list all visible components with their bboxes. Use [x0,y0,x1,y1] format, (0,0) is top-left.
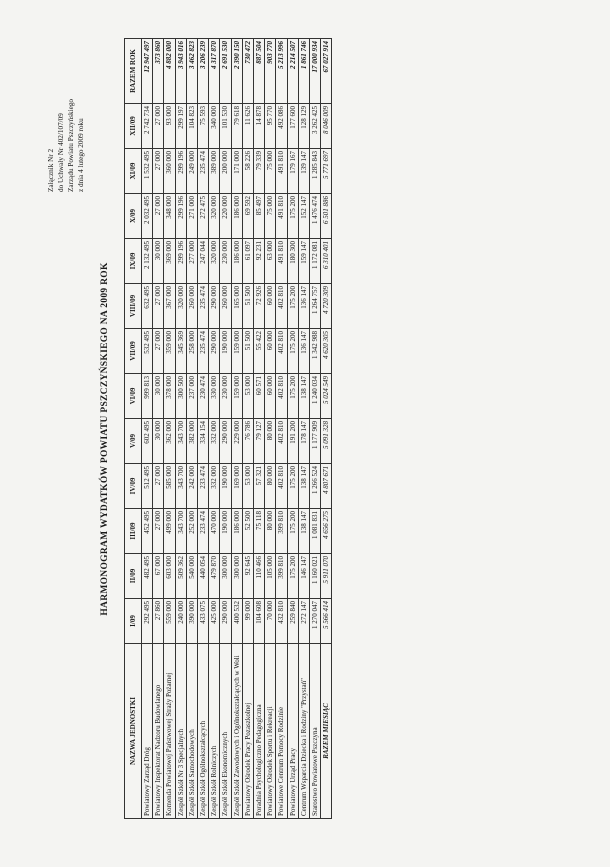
month-value: 230 474 [198,374,209,419]
month-value: 235 474 [198,284,209,329]
month-value: 110 466 [254,554,265,599]
month-value: 169 000 [231,464,242,509]
attachment-header [46,32,86,192]
month-value: 332 000 [209,419,220,464]
table-row [175,39,186,819]
month-value: 229 000 [231,419,242,464]
column-header-month: XII/09 [125,104,142,149]
month-value: 320 000 [209,239,220,284]
month-value: 80 000 [265,419,276,464]
month-value: 240 000 [175,599,186,644]
month-value: 340 000 [209,104,220,149]
month-value: 128 129 [298,104,309,149]
month-value: 60 000 [265,284,276,329]
month-value: 171 000 [231,149,242,194]
header-line: Załącznik Nr 2 [47,148,55,192]
document-title: HARMONOGRAM WYDATKÓW POWIATU PSZCZYŃSKIEGO NA 2009 ROK [100,262,110,616]
month-value: 233 474 [198,464,209,509]
table-row [265,39,276,819]
column-header-month: VI/09 [125,374,142,419]
month-value: 300 000 [220,554,231,599]
month-value: 6 501 886 [321,194,332,239]
month-value: 52 500 [242,509,253,554]
month-value: 72 926 [254,284,265,329]
column-header-total: RAZEM ROK [125,39,142,104]
month-value: 4 620 305 [321,329,332,374]
month-value: 27 000 [153,329,164,374]
sum-label: RAZEM MIESIĄC [321,644,332,819]
month-value: 343 700 [175,464,186,509]
month-value: 399 810 [276,554,287,599]
unit-name: Powiatowy Inspektorat Nadzoru Budowlanego [153,644,164,819]
month-value: 136 147 [298,284,309,329]
month-value: 491 810 [276,239,287,284]
unit-name: Zespół Szkół Ekonomicznych [220,644,231,819]
month-value: 27 000 [153,194,164,239]
month-value: 433 075 [198,599,209,644]
table-row [220,39,231,819]
column-header-month: II/09 [125,554,142,599]
month-value: 11 626 [242,104,253,149]
month-value: 1 264 757 [310,284,321,329]
unit-name: Powiatowe Centrum Pomocy Rodzinie [276,644,287,819]
table-row [153,39,164,819]
month-value: 8 046 009 [321,104,332,149]
month-value: 138 147 [298,374,309,419]
month-value: 509 362 [175,554,186,599]
column-header-month: IV/09 [125,464,142,509]
month-value: 6 310 401 [321,239,332,284]
month-value: 51 500 [242,329,253,374]
month-value: 27 860 [153,599,164,644]
month-value: 165 000 [231,284,242,329]
month-value: 332 000 [209,464,220,509]
month-value: 1 342 988 [310,329,321,374]
table-row [287,39,298,819]
unit-name: Starostwo Powiatowe Pszczyna [310,644,321,819]
month-value: 138 147 [298,509,309,554]
sum-row [321,39,332,819]
table-row [164,39,175,819]
month-value: 5 024 549 [321,374,332,419]
month-value: 602 495 [142,419,153,464]
month-value: 186 000 [231,509,242,554]
expenditure-schedule-table [124,38,332,819]
month-value: 75 000 [265,194,276,239]
month-value: 512 495 [142,464,153,509]
year-total: 4 317 870 [209,39,220,104]
month-value: 14 878 [254,104,265,149]
month-value: 1 270 047 [310,599,321,644]
column-header-month: VII/09 [125,329,142,374]
month-value: 159 000 [231,374,242,419]
unit-name: Powiatowy Ośrodek Sportu i Rekreacji [265,644,276,819]
month-value: 190 000 [220,464,231,509]
year-total: 2 390 150 [231,39,242,104]
month-value: 180 300 [287,239,298,284]
month-value: 63 000 [265,239,276,284]
month-value: 425 000 [209,599,220,644]
column-header-month: III/09 [125,509,142,554]
month-value: 492 086 [276,104,287,149]
month-value: 5 771 697 [321,149,332,194]
month-value: 1 177 909 [310,419,321,464]
unit-name: Zespół Szkół Ogólnokształcących [198,644,209,819]
table-header-row [125,39,142,819]
month-value: 249 000 [186,149,197,194]
month-value: 175 200 [287,284,298,329]
month-value: 452 495 [142,509,153,554]
table-row [186,39,197,819]
month-value: 999 813 [142,374,153,419]
table-row [310,39,321,819]
month-value: 67 000 [153,554,164,599]
month-value: 300 000 [231,554,242,599]
month-value: 92 645 [242,554,253,599]
month-value: 299 197 [175,104,186,149]
month-value: 360 000 [164,149,175,194]
month-value: 235 474 [198,149,209,194]
month-value: 290 000 [220,599,231,644]
month-value: 104 823 [186,104,197,149]
month-value: 3 262 425 [310,104,321,149]
month-value: 272 475 [198,194,209,239]
month-value: 53 000 [242,464,253,509]
month-value: 470 000 [209,509,220,554]
month-value: 1 532 495 [142,149,153,194]
month-value: 479 870 [209,554,220,599]
month-value: 2 742 734 [142,104,153,149]
month-value: 27 000 [153,509,164,554]
month-value: 258 000 [186,329,197,374]
month-value: 260 000 [220,284,231,329]
month-value: 299 196 [175,149,186,194]
month-value: 259 840 [287,599,298,644]
year-total: 1 861 746 [298,39,309,104]
year-total: 3 206 239 [198,39,209,104]
month-value: 175 200 [287,194,298,239]
month-value: 440 054 [198,554,209,599]
month-value: 95 770 [265,104,276,149]
month-value: 1 172 081 [310,239,321,284]
month-value: 1 160 021 [310,554,321,599]
table-row [142,39,153,819]
month-value: 359 000 [164,329,175,374]
month-value: 290 000 [209,329,220,374]
month-value: 93 000 [164,104,175,149]
column-header-month: IX/09 [125,239,142,284]
month-value: 27 000 [153,464,164,509]
year-total: 3 462 823 [186,39,197,104]
month-value: 79 339 [254,149,265,194]
month-value: 247 044 [198,239,209,284]
month-value: 1 240 034 [310,374,321,419]
month-value: 367 000 [164,284,175,329]
month-value: 60 000 [265,329,276,374]
unit-name: Zespół Szkół Zawodowych i Ogólnokształcących w Woli [231,644,242,819]
month-value: 292 495 [142,599,153,644]
month-value: 99 000 [242,599,253,644]
month-value: 152 147 [298,194,309,239]
unit-name: Zespół Szkół Nr 3 Specjalnych [175,644,186,819]
month-value: 399 810 [276,509,287,554]
column-header-name: NAZWA JEDNOSTKI [125,644,142,819]
column-header-month: V/09 [125,419,142,464]
table-row [254,39,265,819]
month-value: 177 600 [287,104,298,149]
month-value: 277 000 [186,239,197,284]
unit-name: Powiatowy Ośrodek Pracy Pozaszkolnej [242,644,253,819]
month-value: 230 000 [220,239,231,284]
column-header-month: VIII/09 [125,284,142,329]
month-value: 378 000 [164,374,175,419]
month-value: 632 495 [142,284,153,329]
month-value: 369 000 [164,239,175,284]
month-value: 532 495 [142,329,153,374]
month-value: 61 097 [242,239,253,284]
month-value: 58 226 [242,149,253,194]
month-value: 85 497 [254,194,265,239]
year-total: 903 770 [265,39,276,104]
month-value: 200 000 [220,149,231,194]
year-total: 12 947 497 [142,39,153,104]
month-value: 1 081 831 [310,509,321,554]
month-value: 136 147 [298,329,309,374]
year-total: 2 214 507 [287,39,298,104]
month-value: 105 000 [265,554,276,599]
month-value: 80 000 [265,509,276,554]
month-value: 30 000 [153,374,164,419]
month-value: 175 200 [287,464,298,509]
unit-name: Komenda Powiatowej Państwowej Straży Pożarnej [164,644,175,819]
month-value: 482 495 [142,554,153,599]
month-value: 191 200 [287,419,298,464]
month-value: 186 000 [231,239,242,284]
table-row [298,39,309,819]
month-value: 348 000 [164,194,175,239]
unit-name: Powiatowy Urząd Pracy [287,644,298,819]
month-value: 299 196 [175,239,186,284]
table-row [242,39,253,819]
unit-name: Powiatowy Zarząd Dróg [142,644,153,819]
month-value: 104 608 [254,599,265,644]
month-value: 30 000 [153,239,164,284]
month-value: 540 000 [186,554,197,599]
month-value: 299 196 [175,194,186,239]
month-value: 4 807 671 [321,464,332,509]
month-value: 57 321 [254,464,265,509]
month-value: 27 000 [153,104,164,149]
month-value: 2 132 495 [142,239,153,284]
column-header-month: XI/09 [125,149,142,194]
month-value: 491 810 [276,194,287,239]
month-value: 4 656 275 [321,509,332,554]
month-value: 400 532 [231,599,242,644]
month-value: 402 810 [276,284,287,329]
year-total: 4 882 000 [164,39,175,104]
table-row [198,39,209,819]
month-value: 27 000 [153,284,164,329]
year-total: 730 472 [242,39,253,104]
unit-name: Zespół Szkół Samochodowych [186,644,197,819]
month-value: 186 000 [231,194,242,239]
month-value: 362 000 [164,419,175,464]
month-value: 252 000 [186,509,197,554]
month-value: 237 000 [186,374,197,419]
month-value: 5 911 070 [321,554,332,599]
month-value: 390 000 [186,599,197,644]
month-value: 70 000 [265,599,276,644]
month-value: 175 200 [287,509,298,554]
month-value: 343 700 [175,509,186,554]
month-value: 499 000 [164,509,175,554]
month-value: 402 810 [276,419,287,464]
month-value: 272 147 [298,599,309,644]
month-value: 55 422 [254,329,265,374]
month-value: 139 147 [298,149,309,194]
month-value: 559 000 [164,599,175,644]
year-total: 67 027 914 [321,39,332,104]
month-value: 75 118 [254,509,265,554]
unit-name: Zespół Szkół Rolniczych [209,644,220,819]
month-value: 491 810 [276,149,287,194]
month-value: 92 231 [254,239,265,284]
month-value: 1 266 524 [310,464,321,509]
month-value: 60 000 [265,374,276,419]
month-value: 330 000 [209,374,220,419]
year-total: 17 000 934 [310,39,321,104]
month-value: 5 566 414 [321,599,332,644]
month-value: 69 592 [242,194,253,239]
month-value: 53 000 [242,374,253,419]
month-value: 603 000 [164,554,175,599]
month-value: 190 000 [220,329,231,374]
month-value: 30 000 [153,419,164,464]
column-header-month: I/09 [125,599,142,644]
month-value: 159 147 [298,239,309,284]
year-total: 5 213 996 [276,39,287,104]
month-value: 4 720 309 [321,284,332,329]
month-value: 230 000 [220,374,231,419]
month-value: 402 810 [276,374,287,419]
month-value: 260 000 [186,284,197,329]
month-value: 79 127 [254,419,265,464]
month-value: 382 000 [186,419,197,464]
month-value: 80 000 [265,464,276,509]
column-header-month: X/09 [125,194,142,239]
table-row [276,39,287,819]
year-total: 373 860 [153,39,164,104]
month-value: 233 474 [198,509,209,554]
month-value: 138 147 [298,464,309,509]
month-value: 300 500 [175,374,186,419]
month-value: 79 618 [231,104,242,149]
month-value: 402 810 [276,464,287,509]
month-value: 146 147 [298,554,309,599]
month-value: 235 474 [198,329,209,374]
month-value: 345 369 [175,329,186,374]
month-value: 220 000 [220,194,231,239]
month-value: 159 000 [231,329,242,374]
month-value: 2 032 495 [142,194,153,239]
month-value: 242 000 [186,464,197,509]
header-line: Zarządu Powiatu Pszczyńskiego [67,98,75,192]
unit-name: Centrum Wsparcia Dziecka i Rodziny "Przystań" [298,644,309,819]
header-line: z dnia 4 lutego 2009 roku [77,118,85,192]
year-total: 3 943 016 [175,39,186,104]
month-value: 101 530 [220,104,231,149]
year-total: 887 504 [254,39,265,104]
month-value: 190 000 [220,509,231,554]
month-value: 175 200 [287,374,298,419]
month-value: 271 000 [186,194,197,239]
unit-name: Poradnia Psychologiczno Pedagogiczna [254,644,265,819]
month-value: 75 000 [265,149,276,194]
month-value: 27 000 [153,149,164,194]
month-value: 5 091 328 [321,419,332,464]
month-value: 290 000 [220,419,231,464]
month-value: 334 154 [198,419,209,464]
year-total: 2 691 530 [220,39,231,104]
month-value: 1 285 843 [310,149,321,194]
month-value: 178 147 [298,419,309,464]
month-value: 402 810 [276,329,287,374]
month-value: 51 500 [242,284,253,329]
header-line: do Uchwały Nr 402/107/09 [57,113,65,192]
month-value: 290 000 [209,284,220,329]
table-row [231,39,242,819]
month-value: 343 700 [175,419,186,464]
month-value: 320 000 [175,284,186,329]
month-value: 1 476 474 [310,194,321,239]
month-value: 60 571 [254,374,265,419]
month-value: 179 167 [287,149,298,194]
month-value: 76 786 [242,419,253,464]
table-row [209,39,220,819]
month-value: 389 000 [209,149,220,194]
month-value: 75 593 [198,104,209,149]
month-value: 585 000 [164,464,175,509]
month-value: 175 200 [287,329,298,374]
month-value: 432 810 [276,599,287,644]
month-value: 175 200 [287,554,298,599]
month-value: 320 000 [209,194,220,239]
